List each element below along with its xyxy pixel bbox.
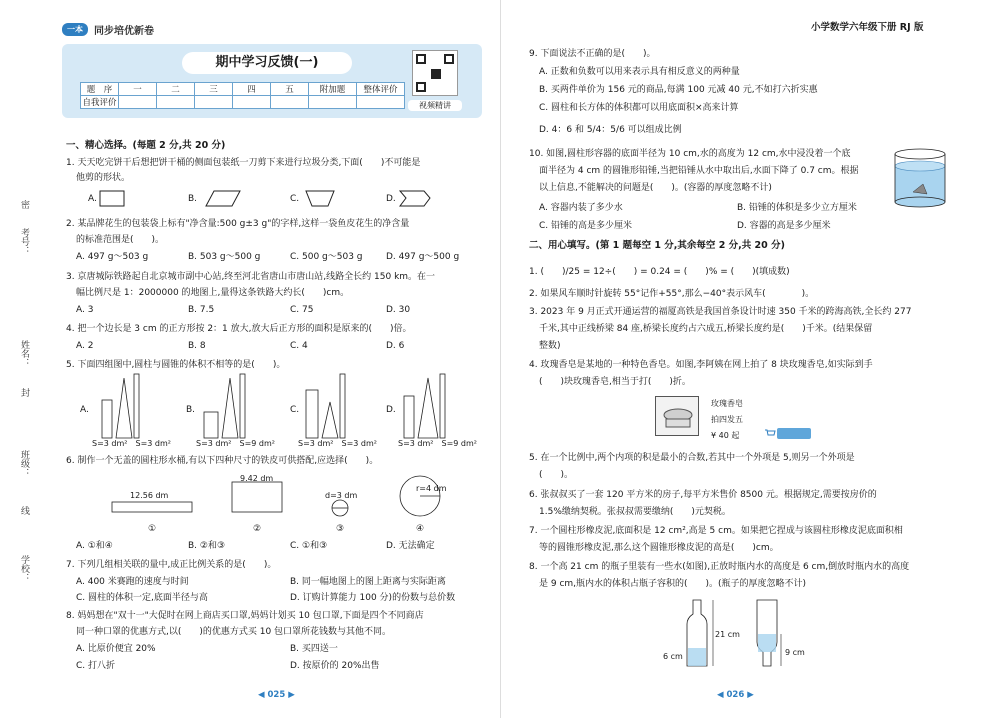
q3-option[interactable]: D. 30: [386, 305, 411, 315]
qr-code[interactable]: [412, 50, 458, 96]
soap-ad-price: ¥ 40 起: [711, 431, 740, 440]
q2-option[interactable]: B. 503 g～500 g: [188, 252, 261, 262]
q10-option[interactable]: D. 容器的高是多少厘米: [737, 221, 831, 231]
q2-text: 2. 某品牌花生的包装袋上标有"净含量:500 g±3 g"的字样,这样一袋鱼皮花生的净含量: [66, 219, 410, 229]
q1-text: 他剪的形状。: [76, 173, 131, 183]
q6-option[interactable]: D. 无法确定: [386, 541, 435, 551]
q8-text: 8. 妈妈想在"双十一"大促时在网上商店买口罩,妈妈计划买 10 包口罩,下面是四个不同商店: [66, 611, 424, 621]
score-header-cell: 四: [233, 83, 271, 96]
q5-figures: [0, 372, 500, 442]
fill-6-text: 6. 张叔叔买了一套 120 平方米的房子,每平方米售价 8500 元。根据规定,需要按房价的: [529, 490, 877, 500]
q2-option[interactable]: D. 497 g～500 g: [386, 252, 460, 262]
fill-8-text: 8. 一个高 21 cm 的瓶子里装有一些水(如图),正放时瓶内水的高度是 6 cm,倒放时瓶内水的高度: [529, 562, 910, 572]
q9-option[interactable]: D. 4：6 和 5/4：5/6 可以组成比例: [539, 125, 682, 135]
book-title: 小学数学六年级下册 RJ 版: [811, 22, 924, 33]
fill-7-text: 等的圆锥形橡皮泥,那么这个圆锥形橡皮泥的高是( )cm。: [539, 543, 779, 553]
soap-image: [655, 396, 699, 436]
score-cell[interactable]: [195, 96, 233, 109]
q1-shapes: [0, 188, 500, 208]
brand-logo: 一本: [62, 23, 88, 36]
fill-3-text: 3. 2023 年 9 月正式开通运营的福厦高铁是我国首条设计时速 350 千米的跨海高铁,全长约 277: [529, 307, 912, 317]
soap-ad-name: 玫瑰香皂: [711, 399, 743, 408]
score-cell[interactable]: [309, 96, 357, 109]
score-cell[interactable]: [271, 96, 309, 109]
fill-6-text: 1.5%缴纳契税。张叔叔需要缴纳( )元契税。: [539, 507, 731, 517]
q4-option[interactable]: C. 4: [290, 341, 308, 351]
q1-option[interactable]: A.: [88, 194, 97, 204]
soap-ad-promo: 拍四发五: [711, 415, 743, 424]
q10-option[interactable]: B. 铅锤的体积是多少立方厘米: [737, 203, 857, 213]
q6-label: r=4 dm: [416, 484, 447, 493]
fill-4-text: ( )块玫瑰香皂,相当于打( )折。: [539, 377, 691, 387]
q5-label: S=3 dm² S=9 dm²: [196, 439, 275, 448]
fill-1-text: 1. ( )/25 = 12÷( ) = 0.24 = ( )% = ( )(填成数): [529, 267, 790, 277]
score-table: [80, 82, 405, 109]
q10-text: 面半径为 4 cm 的圆锥形铅锤,当把铅锤从水中取出后,水面下降了 0.7 cm。根据: [539, 166, 859, 176]
buy-button[interactable]: [777, 428, 811, 439]
q7-option[interactable]: A. 400 米赛跑的速度与时间: [76, 577, 189, 587]
q5-option[interactable]: B.: [186, 405, 196, 415]
q6-label: 9.42 dm: [240, 474, 274, 483]
score-header-cell: 题 序: [81, 83, 119, 96]
title-banner: [62, 44, 482, 118]
q1-text: 1. 天天吃完饼干后想把饼干桶的侧面包装纸一刀剪下来进行垃圾分类,下面( )不可能是: [66, 158, 421, 168]
q3-option[interactable]: C. 75: [290, 305, 314, 315]
q3-option[interactable]: A. 3: [76, 305, 94, 315]
q1-option[interactable]: B.: [188, 194, 198, 204]
section-2-heading: 二、用心填写。(第 1 题每空 1 分,其余每空 2 分,共 20 分): [529, 240, 785, 251]
q3-text: 幅比例尺是 1：2000000 的地图上,量得这条铁路大约长( )cm。: [76, 288, 350, 298]
q10-option[interactable]: A. 容器内装了多少水: [539, 203, 623, 213]
q10-option[interactable]: C. 铅锤的高是多少厘米: [539, 221, 633, 231]
q5-label: S=3 dm² S=3 dm²: [298, 439, 377, 448]
q5-text: 5. 下面四组图中,圆柱与圆锥的体积不相等的是( )。: [66, 360, 286, 370]
page-number-left: ◀ 025 ▶: [258, 690, 295, 700]
q1-option[interactable]: C.: [290, 194, 300, 204]
q8-option[interactable]: C. 打八折: [76, 661, 116, 671]
side-feng: 封: [19, 388, 29, 397]
q8-text: 同一种口罩的优惠方式,以( )的优惠方式买 10 包口罩所花钱数与其他不同。: [76, 627, 392, 637]
q8-option[interactable]: A. 比原价便宜 20%: [76, 644, 156, 654]
q4-text: 4. 把一个边长是 3 cm 的正方形按 2：1 放大,放大后正方形的面积是原来的( )倍。: [66, 324, 412, 334]
q9-option[interactable]: C. 圆柱和长方体的体积都可以用底面积×高来计算: [539, 103, 739, 113]
fill-3-text: 整数): [539, 341, 561, 351]
q7-option[interactable]: C. 圆柱的体积一定,底面半径与高: [76, 593, 208, 603]
fill-2-text: 2. 如果风车顺时针旋转 55°记作+55°,那么−40°表示风车( )。: [529, 289, 815, 299]
q3-option[interactable]: B. 7.5: [188, 305, 215, 315]
q8-option[interactable]: D. 按原价的 20%出售: [290, 661, 380, 671]
bottle-label: 9 cm: [785, 648, 805, 657]
q10-text: 以上信息,不能解决的问题是( )。(容器的厚度忽略不计): [539, 183, 772, 193]
series-header: [62, 22, 154, 37]
q6-option[interactable]: C. ①和③: [290, 541, 328, 551]
q7-option[interactable]: B. 同一幅地图上的图上距离与实际距离: [290, 577, 446, 587]
q6-option[interactable]: A. ①和④: [76, 541, 113, 551]
series-name: 同步培优新卷: [94, 26, 154, 37]
fill-4-text: 4. 玫瑰香皂是某地的一种特色香皂。如图,李阿姨在网上拍了 8 块玫瑰香皂,如实际到手: [529, 360, 873, 370]
qr-caption: 视频精讲: [408, 100, 462, 111]
q9-text: 9. 下面说法不正确的是( )。: [529, 49, 656, 59]
q5-option[interactable]: A.: [80, 405, 89, 415]
q7-option[interactable]: D. 订购计算能力 100 分)的份数与总价数: [290, 593, 456, 603]
q6-number: ①: [148, 524, 157, 534]
bottle-label: 6 cm: [663, 652, 683, 661]
score-row-label: 自我评价: [81, 96, 119, 109]
side-name: 姓名：: [19, 340, 29, 367]
page-title: 期中学习反馈(一): [182, 52, 352, 74]
score-header-cell: 一: [119, 83, 157, 96]
q8-option[interactable]: B. 买四送一: [290, 644, 338, 654]
side-school: 学校：: [19, 555, 29, 582]
score-header-cell: 五: [271, 83, 309, 96]
q6-number: ③: [336, 524, 345, 534]
q6-option[interactable]: B. ②和③: [188, 541, 226, 551]
side-class: 班级：: [19, 450, 29, 477]
q5-label: S=3 dm² S=3 dm²: [92, 439, 171, 448]
fill-5-text: ( )。: [539, 470, 574, 480]
score-cell[interactable]: [357, 96, 405, 109]
side-xian: 线: [19, 506, 29, 515]
q9-option[interactable]: B. 买两件单价为 156 元的商品,每满 100 元减 40 元,不如打六折实惠: [539, 85, 818, 95]
cylinder-container-figure: [891, 148, 951, 208]
score-header-cell: 附加题: [309, 83, 357, 96]
q1-option[interactable]: D.: [386, 194, 396, 204]
q5-label: S=3 dm² S=9 dm²: [398, 439, 477, 448]
q4-option[interactable]: A. 2: [76, 341, 94, 351]
q5-option[interactable]: D.: [386, 405, 396, 415]
q6-text: 6. 制作一个无盖的圆柱形水桶,有以下四种尺寸的铁皮可供搭配,应选择( )。: [66, 456, 379, 466]
q6-number: ④: [416, 524, 425, 534]
page-number-right: ◀ 026 ▶: [717, 690, 754, 700]
side-kao: 考号：: [19, 228, 29, 255]
q6-label: 12.56 dm: [130, 491, 169, 500]
q2-option[interactable]: A. 497 g～503 g: [76, 252, 149, 262]
score-cell[interactable]: [233, 96, 271, 109]
q3-text: 3. 京唐城际铁路起自北京城市副中心站,终至河北省唐山市唐山站,线路全长约 150 km。在一: [66, 272, 436, 282]
side-mi: 密: [19, 200, 29, 209]
score-cell[interactable]: [157, 96, 195, 109]
q5-option[interactable]: C.: [290, 405, 300, 415]
q4-option[interactable]: B. 8: [188, 341, 206, 351]
q2-option[interactable]: C. 500 g～503 g: [290, 252, 363, 262]
fill-8-text: 是 9 cm,瓶内水的体积占瓶子容积的( )。(瓶子的厚度忽略不计): [539, 579, 807, 589]
q4-option[interactable]: D. 6: [386, 341, 405, 351]
score-header-cell: 二: [157, 83, 195, 96]
q10-text: 10. 如图,圆柱形容器的底面半径为 10 cm,水的高度为 12 cm,水中浸没着一个底: [529, 149, 851, 159]
q6-label: d=3 dm: [325, 491, 358, 500]
q2-text: 的标准范围是( )。: [76, 235, 165, 245]
cart-icon[interactable]: [765, 429, 775, 437]
fill-7-text: 7. 一个圆柱形橡皮泥,底面积是 12 cm²,高是 5 cm。如果把它捏成与该圆柱形橡皮泥底面积相: [529, 526, 903, 536]
fill-3-text: 千米,其中正线桥梁 84 座,桥梁长度约占六成五,桥梁长度约是( )千米。(结果保留: [539, 324, 873, 334]
q9-option[interactable]: A. 正数和负数可以用来表示具有相反意义的两种量: [539, 67, 740, 77]
score-cell[interactable]: [119, 96, 157, 109]
q7-text: 7. 下列几组相关联的量中,成正比例关系的是( )。: [66, 560, 277, 570]
fill-5-text: 5. 在一个比例中,两个内项的积是最小的合数,若其中一个外项是 5,则另一个外项是: [529, 453, 855, 463]
q6-number: ②: [253, 524, 262, 534]
bottle-label: 21 cm: [715, 630, 740, 639]
section-1-heading: 一、精心选择。(每题 2 分,共 20 分): [66, 140, 226, 151]
score-header-cell: 三: [195, 83, 233, 96]
right-page: [500, 0, 1000, 718]
score-header-cell: 整体评价: [357, 83, 405, 96]
